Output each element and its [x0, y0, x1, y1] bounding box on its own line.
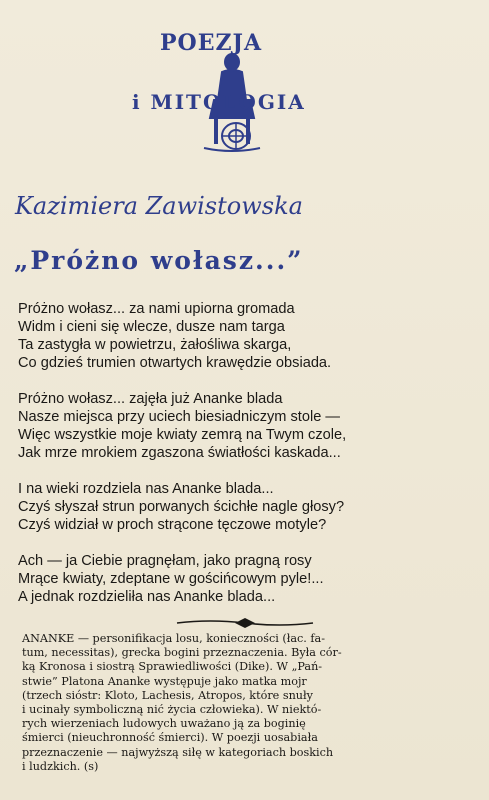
stanza — [18, 390, 478, 462]
footnote-line: ANANKE — personifikacja losu, konieczności (łac. fa- — [22, 632, 325, 645]
poem-line: Ach — ja Ciebie pragnęłam, jako pragną rosy — [18, 553, 312, 569]
footnote-line: przeznaczenie — najwyższą siłę w kategoriach boskich — [22, 745, 334, 759]
ornamental-divider-icon — [175, 617, 315, 629]
poem-line: Ta zastygła w powietrzu, żałośliwa skarga, — [18, 337, 292, 353]
footnote — [22, 632, 474, 774]
poem-line: Mrące kwiaty, zdeptane w gościńcowym pyle!... — [18, 571, 324, 587]
poem-body — [18, 300, 478, 624]
poem-line: Jak mrze mrokiem zgaszona światłości kaskada... — [18, 445, 341, 461]
poem-line: I na wieki rozdziela nas Ananke blada... — [18, 481, 274, 497]
footnote-line: stwie” Platona Ananke występuje jako matka mojr — [22, 674, 307, 688]
footnote-line: tum, necessitas), grecka bogini przeznaczenia. Była cór- — [22, 646, 342, 660]
series-name-top: POEZJA — [160, 30, 263, 56]
poem-line: Próżno wołasz... za nami upiorna gromada — [18, 301, 295, 317]
footnote-line: i ucinały symboliczną nić życia człowieka). W niektó- — [22, 703, 322, 717]
poem-line: Więc wszystkie moje kwiaty zemrą na Twym czole, — [18, 427, 347, 443]
footnote-line: (trzech sióstr: Kloto, Lachesis, Atropos, które snuły — [22, 688, 313, 702]
poem-line: Nasze miejsca przy uciech biesiadniczym stole — — [18, 409, 340, 425]
series-header — [0, 0, 489, 170]
stanza — [18, 480, 478, 534]
poem-line: Widm i cieni się wlecze, dusze nam targa — [18, 319, 285, 335]
poem-title: „Próżno wołasz...” — [14, 246, 304, 275]
poem-line: Czyś widział w proch strącone tęczowe motyle? — [18, 517, 327, 533]
footnote-line: ką Kronosa i siostrą Sprawiedliwości (Dike). W „Pań- — [22, 660, 323, 674]
stanza — [18, 552, 478, 606]
footnote-line: i ludzkich. (s) — [22, 759, 99, 773]
poem-line: Czyś słyszał strun porwanych ścichłe nagle głosy? — [18, 499, 345, 515]
poem-line: Co gdzieś trumien otwartych krawędzie obsiada. — [18, 355, 332, 371]
author-name: Kazimiera Zawistowska — [15, 192, 303, 220]
poem-line: A jednak rozdzieliła nas Ananke blada... — [18, 589, 276, 605]
footnote-line: rych wierzeniach ludowych uważano ją za boginię — [22, 717, 306, 731]
poem-line: Próżno wołasz... zajęła już Ananke blada — [18, 391, 283, 407]
series-name-bottom: i MITOLOGIA — [132, 90, 306, 114]
stanza — [18, 300, 478, 372]
footnote-line: śmierci (nieuchronność śmierci). W poezji uosabiała — [22, 731, 318, 745]
